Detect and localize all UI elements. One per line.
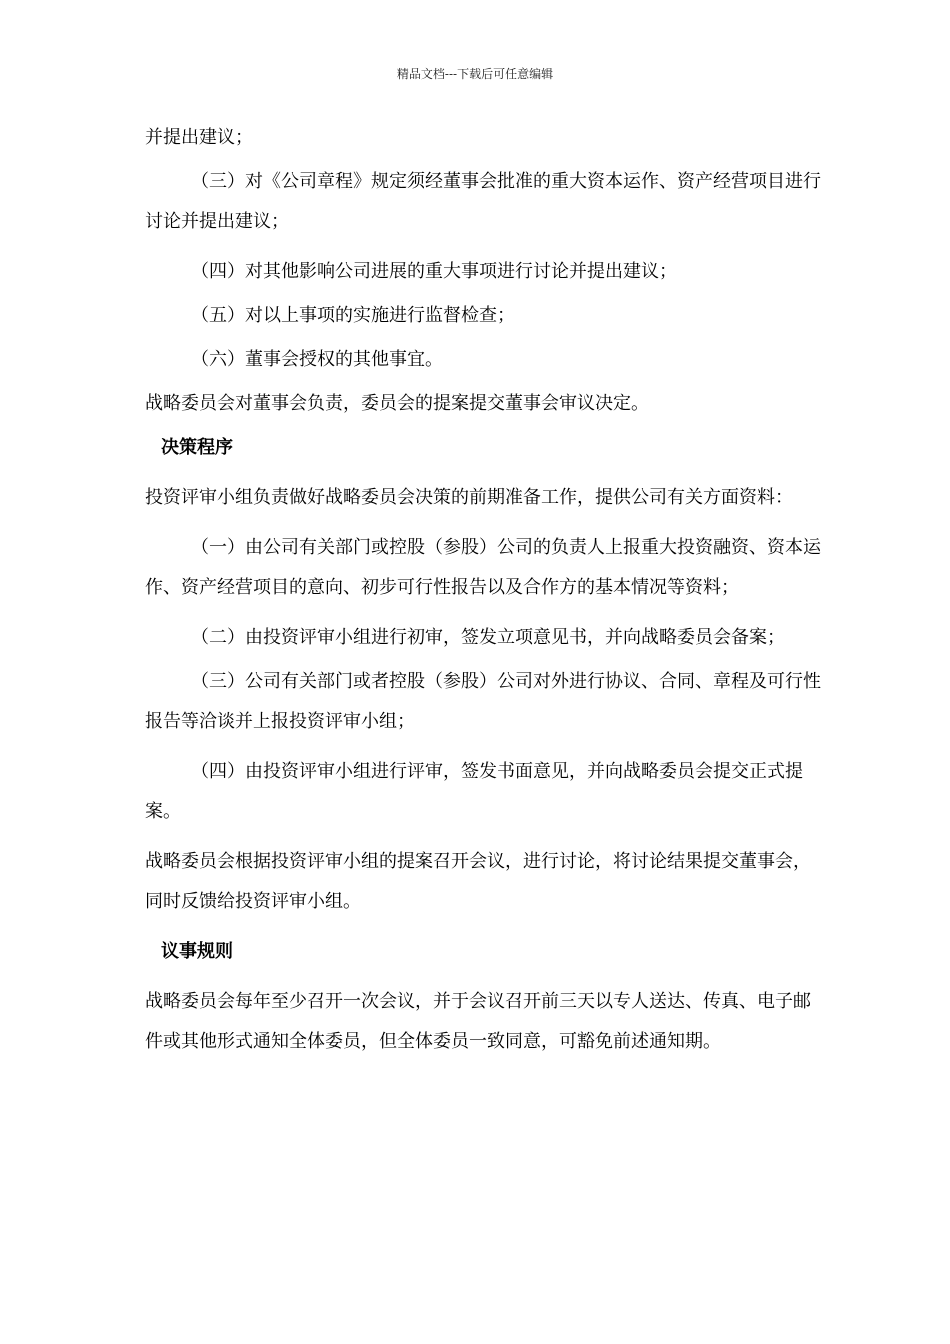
section-heading-procedure: 决策程序 [161, 437, 233, 458]
section-heading-rules: 议事规则 [161, 941, 233, 962]
continuation-line: 并提出建议； [145, 127, 253, 148]
document-body [145, 118, 825, 1072]
duty-item-5: （五）对以上事项的实施进行监督检查； [191, 305, 515, 326]
procedure-item-4: （四）由投资评审小组进行评审，签发书面意见，并向战略委员会提交正式提案。 [145, 761, 803, 822]
procedure-item-2: （二）由投资评审小组进行初审，签发立项意见书，并向战略委员会备案； [191, 627, 785, 648]
procedure-item-3: （三）公司有关部门或者控股（参股）公司对外进行协议、合同、章程及可行性报告等洽谈并上报投资评审小组； [145, 671, 821, 732]
procedure-intro-paragraph: 投资评审小组负责做好战略委员会决策的前期准备工作，提供公司有关方面资料： [145, 487, 793, 508]
procedure-item-1: （一）由公司有关部门或控股（参股）公司的负责人上报重大投资融资、资本运作、资产经营项目的意向、初步可行性报告以及合作方的基本情况等资料； [145, 537, 821, 598]
duty-item-4: （四）对其他影响公司进展的重大事项进行讨论并提出建议； [191, 261, 677, 282]
duty-item-6: （六）董事会授权的其他事宜。 [191, 349, 443, 370]
rules-paragraph: 战略委员会每年至少召开一次会议，并于会议召开前三天以专人送达、传真、电子邮件或其他形式通知全体委员，但全体委员一致同意，可豁免前述通知期。 [145, 991, 811, 1052]
duty-item-3: （三）对《公司章程》规定须经董事会批准的重大资本运作、资产经营项目进行讨论并提出建议； [145, 171, 821, 232]
page-header: 精品文档---下载后可任意编辑 [396, 67, 554, 81]
duties-closing-paragraph: 战略委员会对董事会负责，委员会的提案提交董事会审议决定。 [145, 393, 649, 414]
procedure-closing-paragraph: 战略委员会根据投资评审小组的提案召开会议，进行讨论，将讨论结果提交董事会，同时反馈给投资评审小组。 [145, 851, 811, 912]
